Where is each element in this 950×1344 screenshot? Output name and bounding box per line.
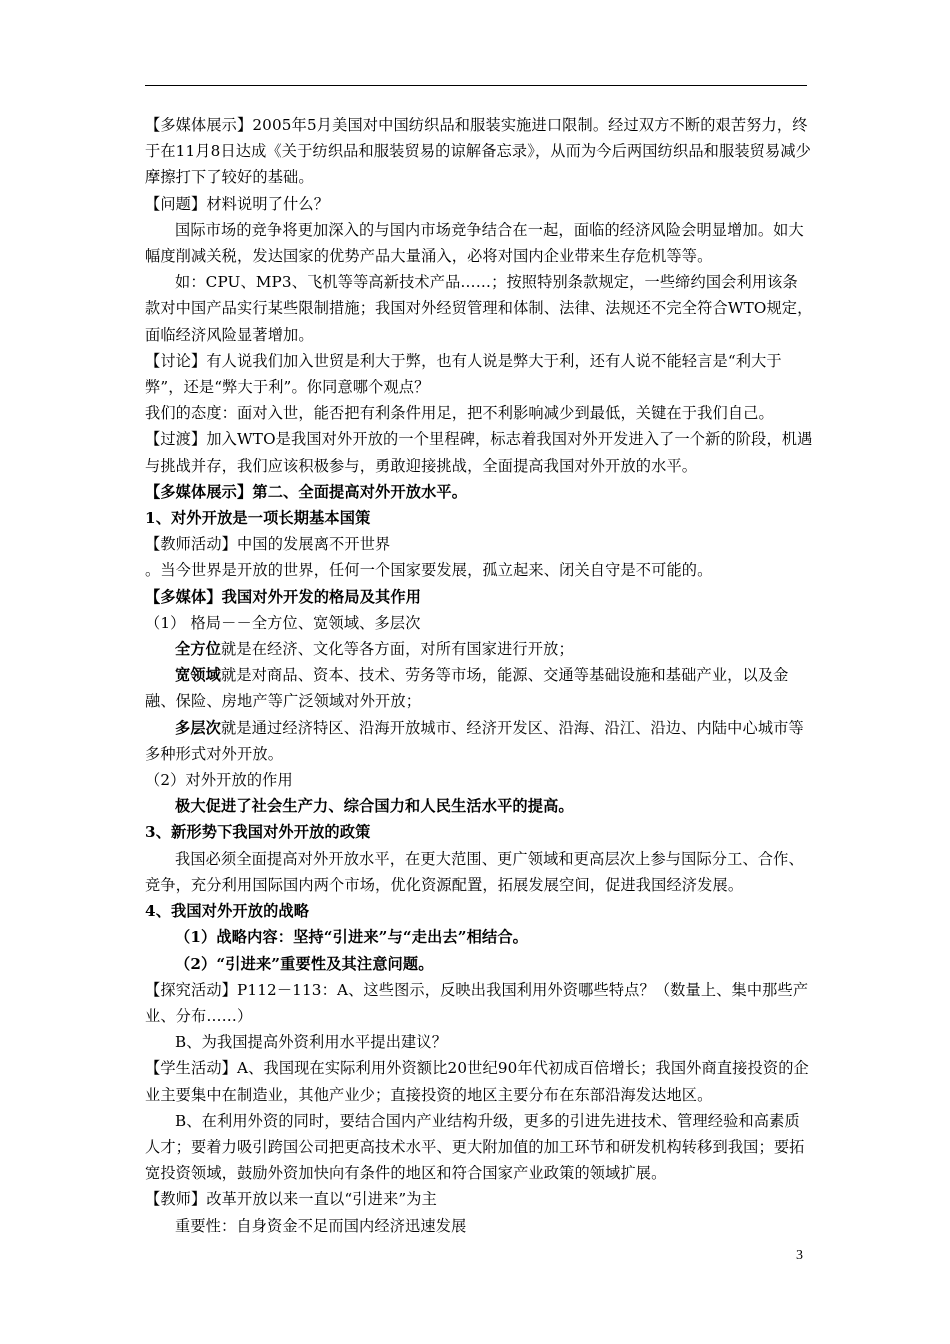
paragraph-attitude: 我们的态度：面对入世，能否把有利条件用足，把不利影响减少到最低，关键在于我们自己。 (145, 404, 774, 423)
paragraph-teacher-activity: 【教师活动】中国的发展离不开世界 (145, 535, 391, 554)
paragraph-student-activity: 【学生活动】A、我国现在实际利用外资额比20世纪90年代初成百倍增长；我国外商直接投资的企业主要集中在制造业，其他产业少；直接投资的地区主要分布在东部沿海发达地区。 (145, 1059, 809, 1104)
paragraph-wide-fields (145, 662, 813, 714)
paragraph-student-b: B、在利用外资的同时，要结合国内产业结构升级，更多的引进先进技术、管理经验和高素质人才；要着力吸引跨国公司把更高技术水平、更大附加值的加工环节和研发机构转移到我国；要拓宽投资领域，鼓励外资加快向有条件的地区和符合国家产业政策的领域扩展。 (145, 1111, 805, 1183)
page-number: 3 (796, 1248, 803, 1263)
paragraph-role-text: 极大促进了社会生产力、综合国力和人民生活水平的提高。 (175, 797, 574, 816)
paragraph-market-competition: 国际市场的竞争将更加深入的与国内市场竞争结合在一起，面临的经济风险会明显增加。如大幅度削减关税，发达国家的优势产品大量涌入，必将对国内企业带来生存危机等等。 (145, 220, 804, 266)
definition-all-directions: 就是在经济、文化等各方面，对所有国家进行开放； (221, 640, 574, 659)
subheading-3: 3、新形势下我国对外开放的政策 (145, 823, 371, 842)
subheading-4: 4、我国对外开放的战略 (145, 902, 310, 921)
paragraph-question: 【问题】材料说明了什么？ (145, 194, 330, 213)
definition-multi-levels: 就是通过经济特区、沿海开放城市、经济开发区、沿海、沿江、沿边、内陆中心城市等多种形式对外开放。 (145, 718, 804, 763)
paragraph-pattern-1: （1） 格局－－全方位、宽领域、多层次 (145, 613, 421, 632)
paragraph-multimedia-pattern: 【多媒体】我国对外开发的格局及其作用 (145, 587, 422, 606)
paragraph-inquiry-b: B、为我国提高外资利用水平提出建议？ (175, 1033, 448, 1052)
paragraph-example-cpu: 如：CPU、MP3、飞机等等高新技术产品……；按照特别条款规定，一些缔约国会利用该条款对中国产品实行某些限制措施；我国对外经贸管理和体制、法律、法规还不完全符合WTO规定，面临经济风险显著增加。 (145, 273, 813, 344)
paragraph-strategy-content: （1）战略内容：坚持“引进来”与“走出去”相结合。 (175, 928, 529, 947)
paragraph-multi-levels (145, 715, 813, 767)
header-rule (145, 85, 807, 86)
paragraph-all-directions (145, 636, 813, 662)
paragraph-policy: 我国必须全面提高对外开放水平，在更大范围、更广领域和更高层次上参与国际分工、合作、竞争，充分利用国际国内两个市场，优化资源配置，拓展发展空间，促进我国经济发展。 (145, 849, 804, 894)
term-all-directions: 全方位 (175, 640, 222, 659)
subheading-1: 1、对外开放是一项长期基本国策 (145, 509, 371, 528)
section-heading-open-level: 【多媒体展示】第二、全面提高对外开放水平。 (145, 482, 468, 501)
page-body (145, 112, 813, 1239)
term-multi-levels: 多层次 (175, 718, 222, 737)
paragraph-open-world: 。当今世界是开放的世界，任何一个国家要发展，孤立起来、闭关自守是不可能的。 (145, 561, 713, 580)
paragraph-importance: 重要性：自身资金不足而国内经济迅速发展 (175, 1216, 467, 1235)
paragraph-multimedia-textile: 【多媒体展示】2005年5月美国对中国纺织品和服装实施进口限制。经过双方不断的艰苦努力，终于在11月8日达成《关于纺织品和服装贸易的谅解备忘录》，从而为今后两国纺织品和服装贸易减少摩擦打下了较好的基础。 (145, 116, 812, 187)
paragraph-transition: 【过渡】加入WTO是我国对外开放的一个里程碑，标志着我国对外开发进入了一个新的阶段，机遇与挑战并存，我们应该积极参与，勇敢迎接挑战，全面提高我国对外开放的水平。 (145, 430, 813, 475)
paragraph-role-heading: （2）对外开放的作用 (145, 771, 293, 790)
paragraph-bring-in: （2）“引进来”重要性及其注意问题。 (175, 954, 434, 973)
paragraph-discussion: 【讨论】有人说我们加入世贸是利大于弊，也有人说是弊大于利，还有人说不能轻言是“利大于弊”，还是“弊大于利”。你同意哪个观点？ (145, 351, 782, 397)
term-wide-fields: 宽领域 (175, 666, 222, 685)
paragraph-teacher: 【教师】改革开放以来一直以“引进来”为主 (145, 1190, 437, 1209)
definition-wide-fields: 就是对商品、资本、技术、劳务等市场，能源、交通等基础设施和基础产业，以及金融、保险、房地产等广泛领域对外开放； (145, 666, 789, 711)
paragraph-inquiry-activity: 【探究活动】P112－113：A、这些图示，反映出我国利用外资哪些特点？（数量上、集中那些产业、分布……） (145, 980, 809, 1025)
